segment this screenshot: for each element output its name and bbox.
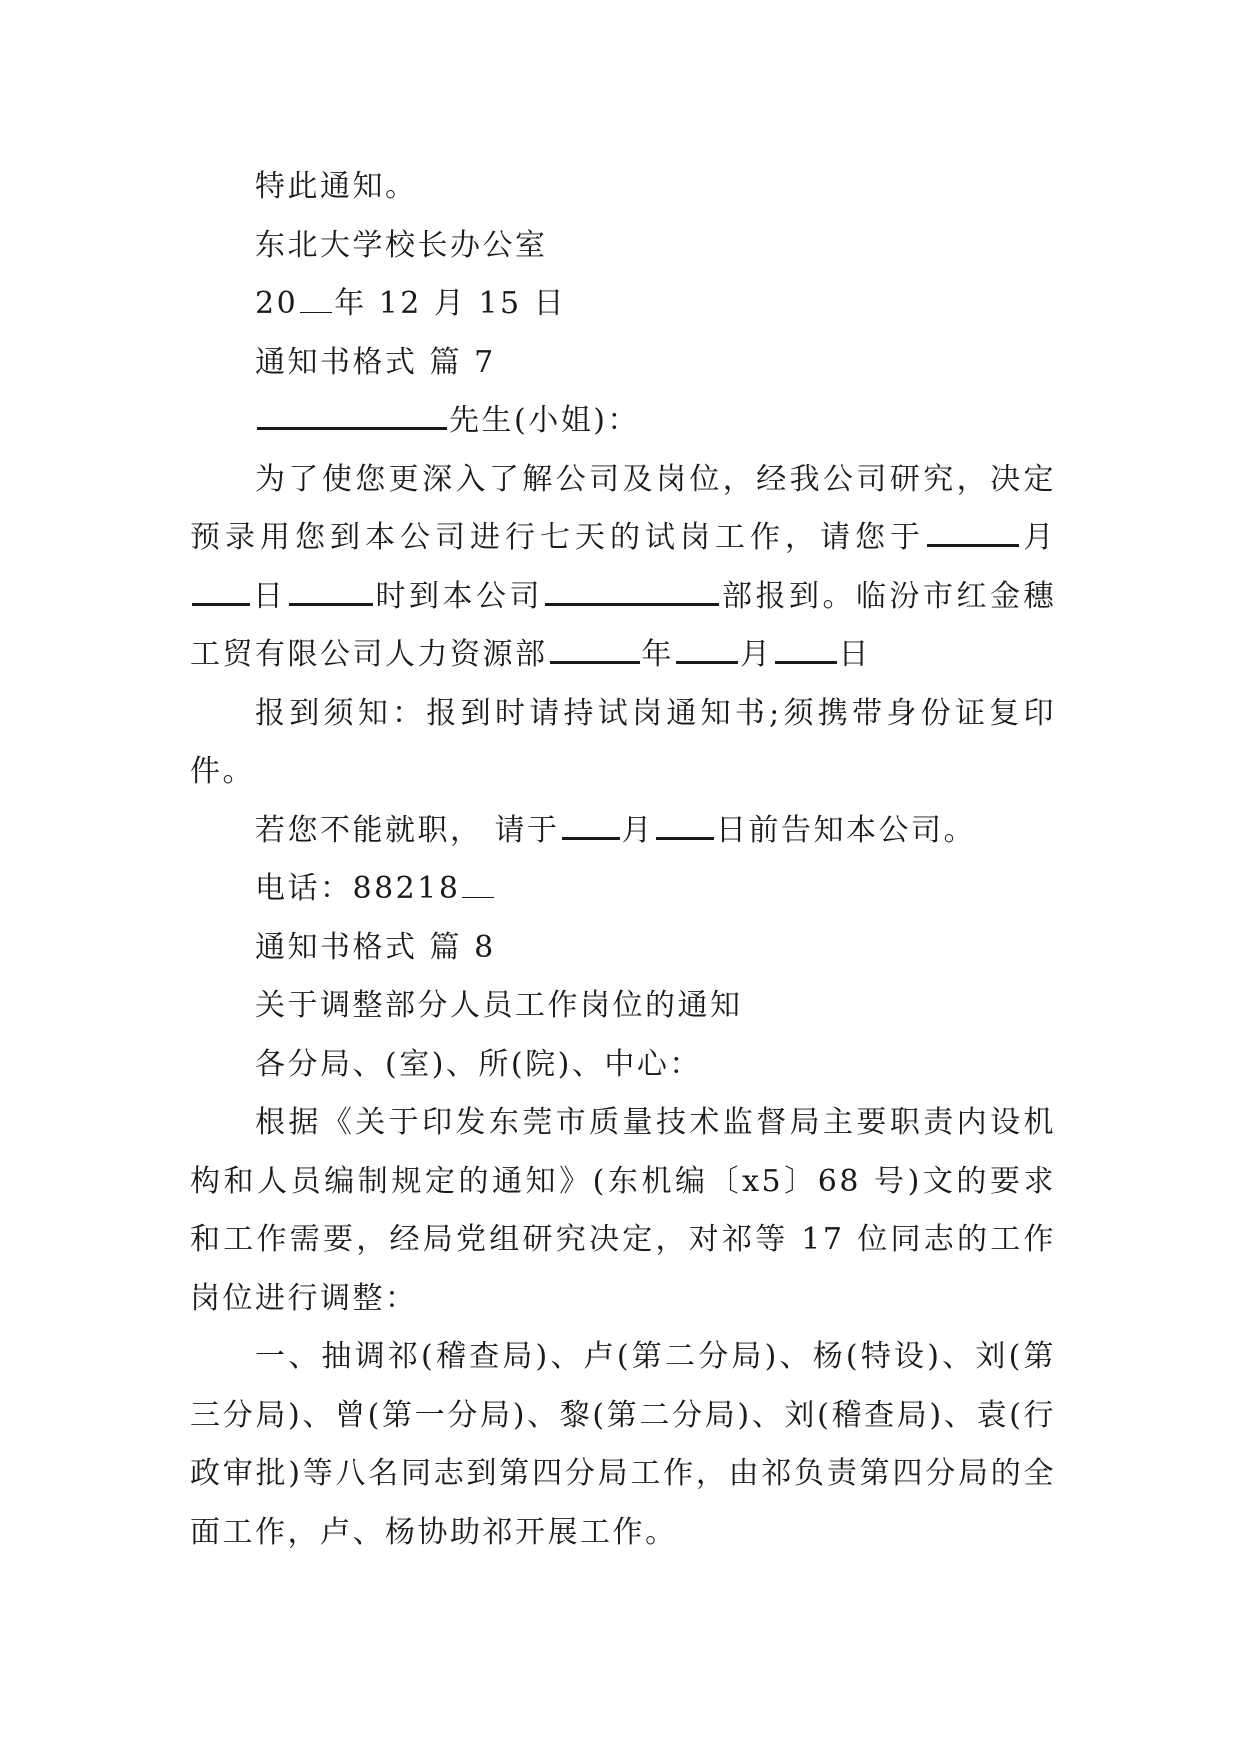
hour-blank	[289, 581, 373, 606]
item-one-paragraph: 一、抽调祁(稽查局)、卢(第二分局)、杨(特设)、刘(第三分局)、曾(第一分局)、黎(第二分局)、刘(稽查局)、袁(行政审批)等八名同志到第四分局工作，由祁负责第四分局的全面工作，卢、杨协助祁开展工作。	[190, 1339, 1056, 1550]
closing-notice: 特此通知。	[255, 169, 418, 204]
month-blank	[927, 522, 1019, 547]
decline-day-blank	[656, 815, 714, 840]
document-body	[190, 158, 1056, 1562]
basis-paragraph: 根据《关于印发东莞市质量技术监督局主要职责内设机构和人员编制规定的通知》(东机编〔x5〕68 号)文的要求和工作需要，经局党组研究决定，对祁等 17 位同志的工作岗位进行调整：	[190, 1105, 1056, 1316]
salutation: 先生(小姐)：	[190, 392, 1056, 451]
trial-notice-paragraph: 为了使您更深入了解公司及岗位，经我公司研究，决定预录用您到本公司进行七天的试岗工作，请您于 月日 时到本公司 部报到。临汾市红金穗工贸有限公司人力资源部 年 月 日	[190, 461, 1056, 672]
year-blank	[300, 290, 332, 313]
reporting-instructions: 报到须知：报到时请持试岗通知书;须携带身份证复印件。	[190, 695, 1056, 789]
phone-line: 电话：88218	[190, 860, 1056, 919]
decline-notice: 若您不能就职， 请于 月 日前告知本公司。	[255, 812, 977, 848]
sign-day-blank	[775, 639, 837, 664]
section-heading-8: 通知书格式 篇 8	[255, 929, 496, 965]
name-blank	[257, 405, 447, 430]
sign-year-blank	[550, 639, 640, 664]
department-blank	[545, 581, 719, 606]
sign-month-blank	[676, 639, 738, 664]
day-blank	[192, 581, 250, 606]
recipients: 各分局、(室)、所(院)、中心：	[255, 1046, 702, 1082]
phone-blank	[462, 875, 494, 898]
notice-title: 关于调整部分人员工作岗位的通知	[255, 988, 743, 1023]
issue-date: 20 年 12 月 15 日	[255, 286, 567, 321]
decline-month-blank	[562, 815, 620, 840]
issuer-name: 东北大学校长办公室	[255, 227, 548, 263]
section-heading-7: 通知书格式 篇 7	[255, 344, 496, 380]
